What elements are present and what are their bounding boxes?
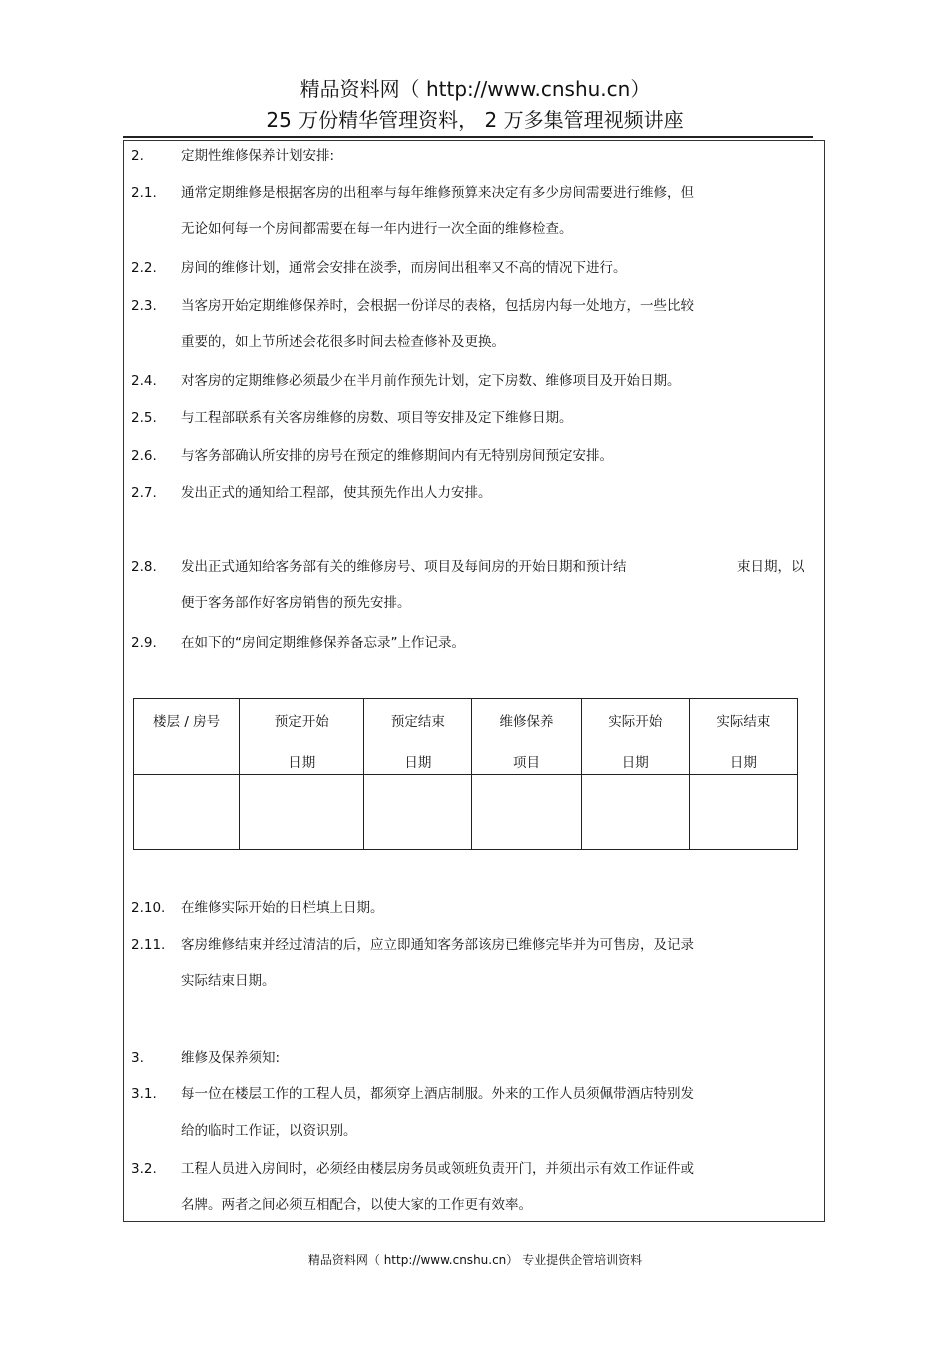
- item-number: 2.2.: [131, 260, 157, 276]
- item-text: 名牌。两者之间必须互相配合，以使大家的工作更有效率。: [181, 1197, 532, 1213]
- header-rule: [123, 136, 813, 138]
- item-number: 2.7.: [131, 485, 157, 501]
- table-header-cell: 实际结束 日期: [689, 699, 797, 775]
- header-title: 精品资料网（ http://www.cnshu.cn）: [299, 77, 651, 101]
- item-text: 实际结束日期。: [181, 973, 276, 989]
- item-number: 2.: [131, 148, 144, 164]
- table-cell[interactable]: [689, 775, 797, 850]
- page-footer: 精品资料网（ http://www.cnshu.cn） 专业提供企管培训资料: [307, 1253, 643, 1267]
- item-text: 便于客务部作好客房销售的预先安排。: [181, 595, 411, 611]
- table-header-cell: 楼层 / 房号: [134, 699, 240, 775]
- item-text: 房间的维修计划，通常会安排在淡季，而房间出租率又不高的情况下进行。: [181, 260, 627, 276]
- item-text: 发出正式通知给客务部有关的维修房号、项目及每间房的开始日期和预计结: [181, 559, 627, 575]
- item-number: 2.3.: [131, 298, 157, 314]
- item-text: 给的临时工作证，以资识别。: [181, 1123, 357, 1139]
- maintenance-record-table: [133, 698, 798, 850]
- table-header-cell: 预定开始 日期: [240, 699, 364, 775]
- table-row: [134, 775, 798, 850]
- item-text: 工程人员进入房间时，必须经由楼层房务员或领班负责开门，并须出示有效工作证件或: [181, 1161, 694, 1177]
- item-number: 2.11.: [131, 937, 166, 953]
- table-header-row: [134, 699, 798, 775]
- item-number: 3.1.: [131, 1086, 157, 1102]
- item-text: 定期性维修保养计划安排:: [181, 148, 335, 164]
- item-2-8-tail: 束日期，以: [737, 559, 805, 575]
- item-text: 对客房的定期维修必须最少在半月前作预先计划，定下房数、维修项目及开始日期。: [181, 373, 681, 389]
- item-number: 2.8.: [131, 559, 157, 575]
- item-text: 发出正式的通知给工程部，使其预先作出人力安排。: [181, 485, 492, 501]
- item-text: 每一位在楼层工作的工程人员，都须穿上酒店制服。外来的工作人员须佩带酒店特别发: [181, 1086, 694, 1102]
- item-number: 3.2.: [131, 1161, 157, 1177]
- table-cell[interactable]: [472, 775, 581, 850]
- item-text: 在维修实际开始的日栏填上日期。: [181, 900, 384, 916]
- item-text: 重要的，如上节所述会花很多时间去检查修补及更换。: [181, 334, 505, 350]
- table-header-cell: 维修保养 项目: [472, 699, 581, 775]
- item-number: 2.10.: [131, 900, 166, 916]
- table-cell[interactable]: [134, 775, 240, 850]
- item-number: 2.4.: [131, 373, 157, 389]
- item-number: 2.1.: [131, 185, 157, 201]
- table-cell[interactable]: [581, 775, 689, 850]
- item-number: 2.5.: [131, 410, 157, 426]
- item-text: 无论如何每一个房间都需要在每一年内进行一次全面的维修检查。: [181, 221, 573, 237]
- item-number: 2.9.: [131, 635, 157, 651]
- item-text: 客房维修结束并经过清洁的后，应立即通知客务部该房已维修完毕并为可售房，及记录: [181, 937, 694, 953]
- item-text: 与工程部联系有关客房维修的房数、项目等安排及定下维修日期。: [181, 410, 573, 426]
- table-header-cell: 实际开始 日期: [581, 699, 689, 775]
- header-subtitle: 25 万份精华管理资料， 2 万多集管理视频讲座: [266, 108, 684, 132]
- table-cell[interactable]: [240, 775, 364, 850]
- item-text: 维修及保养须知:: [181, 1050, 281, 1066]
- item-text: 在如下的“房间定期维修保养备忘录”上作记录。: [181, 635, 465, 651]
- table-header-cell: 预定结束 日期: [364, 699, 472, 775]
- item-text: 通常定期维修是根据客房的出租率与每年维修预算来决定有多少房间需要进行维修，但: [181, 185, 694, 201]
- item-number: 2.6.: [131, 448, 157, 464]
- table-cell[interactable]: [364, 775, 472, 850]
- item-text: 与客务部确认所安排的房号在预定的维修期间内有无特别房间预定安排。: [181, 448, 613, 464]
- item-text: 当客房开始定期维修保养时，会根据一份详尽的表格，包括房内每一处地方，一些比较: [181, 298, 694, 314]
- item-number: 3.: [131, 1050, 144, 1066]
